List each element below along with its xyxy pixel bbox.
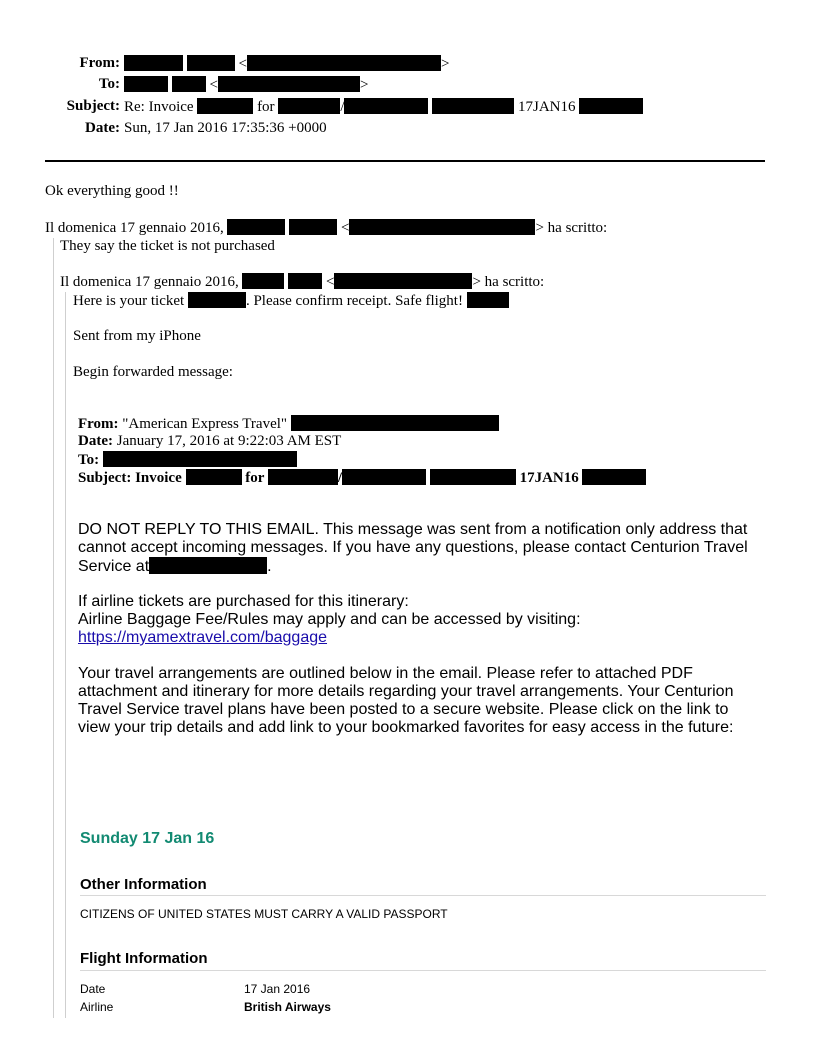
arrangements-line: Your travel arrangements are outlined below in the email. Please refer to attached PDF: [78, 665, 693, 682]
arrangements-line: Travel Service travel plans have been posted to a secure website. Please click on the link to: [78, 701, 729, 718]
reply-text: Ok everything good !!: [45, 183, 179, 199]
redacted-block: [432, 98, 514, 114]
redacted-block: [344, 98, 428, 114]
ticket-line: [73, 292, 509, 310]
header-divider: [45, 160, 765, 162]
flight-row-value: 17 Jan 2016: [244, 982, 311, 996]
fwd-subject: Subject: Invoice for / 17JAN16: [78, 469, 646, 487]
flight-row-label: Date: [80, 982, 106, 996]
redacted-block: [188, 292, 246, 308]
attribution-text: Il domenica 17 gennaio 2016,: [45, 220, 224, 236]
redacted-block: [103, 451, 297, 467]
begin-forwarded-text: Begin forwarded message:: [73, 364, 233, 380]
fwd-date: [78, 433, 341, 450]
fwd-to: [78, 451, 297, 469]
fwd-subject-for: for: [245, 470, 265, 486]
notice-line: [78, 557, 748, 576]
redacted-block: [242, 273, 284, 289]
baggage-link[interactable]: https://myamextravel.com/baggage: [78, 629, 328, 646]
notice-line: cannot accept incoming messages. If you have any questions, please contact Centurion Travel: [78, 539, 748, 556]
other-info-heading: Other Information: [80, 876, 207, 893]
baggage-line: If airline tickets are purchased for this itinerary:: [78, 593, 409, 610]
quote-bar-outer: [53, 238, 54, 1018]
redacted-block: [149, 557, 267, 574]
fwd-from: [78, 415, 499, 433]
redacted-block: [197, 98, 253, 114]
fwd-subject-date: 17JAN16: [519, 470, 579, 486]
redacted-block: [334, 273, 472, 289]
redacted-block: [289, 219, 337, 235]
date-value: Sun, 17 Jan 2016 17:35:36 +0000: [124, 120, 327, 136]
notice-line: DO NOT REPLY TO THIS EMAIL. This message was sent from a notification only address that: [78, 521, 748, 538]
subject-value: Re: Invoice for / 17JAN16: [124, 98, 643, 116]
ticket-text: Here is your ticket: [73, 293, 185, 309]
redacted-block: [268, 469, 338, 485]
subject-prefix: Re: Invoice: [124, 99, 194, 115]
baggage-paragraph: [78, 593, 581, 647]
redacted-block: [278, 98, 340, 114]
subject-for: for: [257, 99, 275, 115]
redacted-block: [349, 219, 535, 235]
arrangements-paragraph: [78, 665, 733, 737]
redacted-block: [582, 469, 646, 485]
ticket-text-post: . Please confirm receipt. Safe flight!: [245, 293, 463, 309]
notice-paragraph: [78, 521, 748, 576]
redacted-block: [288, 273, 322, 289]
date-label: Date:: [85, 120, 120, 136]
redacted-block: [124, 55, 183, 71]
redacted-block: [186, 469, 242, 485]
arrangements-line: attachment and itinerary for more details regarding your travel arrangements. Your Centurion: [78, 683, 734, 700]
other-info-text: CITIZENS OF UNITED STATES MUST CARRY A VALID PASSPORT: [80, 907, 448, 921]
redacted-block: [187, 55, 235, 71]
notice-text: Service at: [78, 558, 150, 575]
flight-info-heading: Flight Information: [80, 950, 208, 967]
attribution-suffix: ha scritto:: [547, 220, 608, 236]
from-label: From:: [79, 55, 120, 71]
quote-bar-inner: [65, 292, 66, 1018]
subject-label: Subject:: [66, 98, 120, 114]
redacted-block: [227, 219, 285, 235]
attribution-line-2: Il domenica 17 gennaio 2016, < > ha scritto:: [60, 274, 545, 290]
section-rule: [80, 970, 766, 971]
redacted-block: [430, 469, 516, 485]
fwd-date-label: Date:: [78, 433, 113, 449]
attribution-text: Il domenica 17 gennaio 2016,: [60, 274, 239, 290]
subject-date: 17JAN16: [517, 99, 576, 115]
fwd-from-value: "American Express Travel": [122, 416, 288, 432]
section-rule: [80, 895, 766, 896]
redacted-block: [124, 76, 168, 92]
flight-row-label: Airline: [80, 1000, 114, 1014]
flight-row-value: British Airways: [244, 1000, 331, 1014]
redacted-block: [218, 76, 360, 92]
redacted-block: [291, 415, 499, 431]
notice-text: .: [267, 558, 272, 575]
fwd-subject-label: Subject: Invoice: [78, 470, 182, 486]
redacted-block: [172, 76, 206, 92]
attribution-line-1: Il domenica 17 gennaio 2016, < > ha scritto:: [45, 220, 608, 236]
to-label: To:: [98, 76, 120, 92]
redacted-block: [247, 55, 441, 71]
fwd-date-value: January 17, 2016 at 9:22:03 AM EST: [116, 433, 342, 449]
fwd-to-label: To:: [78, 452, 100, 468]
redacted-block: [467, 292, 509, 308]
day-heading: Sunday 17 Jan 16: [80, 830, 215, 847]
redacted-block: [579, 98, 643, 114]
from-value: < >: [124, 55, 449, 73]
sent-from-text: Sent from my iPhone: [73, 328, 201, 344]
redacted-block: [342, 469, 426, 485]
arrangements-line: view your trip details and add link to your bookmarked favorites for easy access in the future:: [78, 719, 734, 736]
baggage-line: Airline Baggage Fee/Rules may apply and can be accessed by visiting:: [78, 611, 581, 628]
attribution-suffix: ha scritto:: [484, 274, 545, 290]
to-value: < >: [124, 76, 368, 94]
fwd-from-label: From:: [78, 416, 119, 432]
quoted-text-1: They say the ticket is not purchased: [60, 238, 275, 254]
